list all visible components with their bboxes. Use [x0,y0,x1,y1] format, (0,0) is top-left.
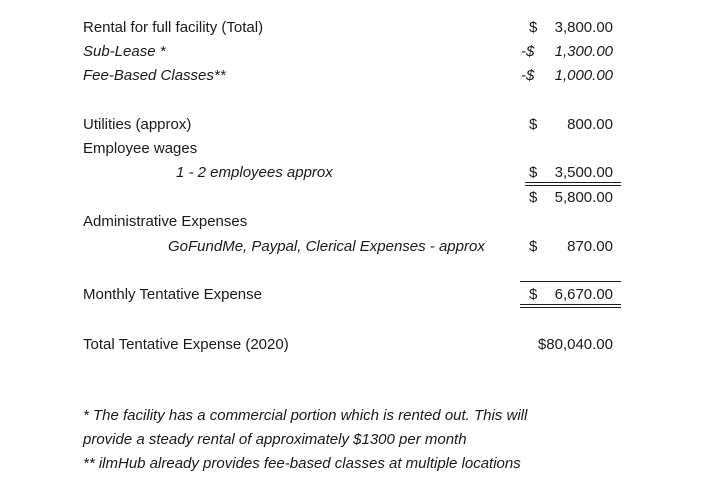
utilities-currency: $ [529,116,538,133]
underline-monthly-1 [520,304,621,305]
footnote-2: provide a steady rental of approximately $1300 per month [83,431,467,448]
subtotal-currency: $ [529,189,538,206]
rental-currency: $ [529,19,538,36]
rental-label: Rental for full facility (Total) [83,19,264,36]
monthly-currency: $ [529,286,538,303]
utilities-amount: 800.00 [567,116,613,133]
sublease-currency: -$ [521,43,535,60]
admin-header: Administrative Expenses [83,213,248,230]
admin-detail-amount: 870.00 [567,238,613,255]
line-above-monthly [520,281,621,282]
footnote-1: * The facility has a commercial portion which is rented out. This will [83,407,528,424]
rental-amount: 3,800.00 [554,19,613,36]
employees-label: 1 - 2 employees approx [176,164,333,181]
underline-monthly-2 [520,307,621,308]
utilities-label: Utilities (approx) [83,116,192,133]
employees-currency: $ [529,164,538,181]
underline-employees-1 [525,182,621,183]
underline-employees-2 [525,185,621,186]
monthly-amount: 6,670.00 [554,286,613,303]
footnote-3: ** ilmHub already provides fee-based classes at multiple locations [83,455,521,472]
sublease-amount: 1,300.00 [554,43,613,60]
fee-classes-label: Fee-Based Classes** [83,67,226,84]
subtotal-amount: 5,800.00 [554,189,613,206]
wages-header: Employee wages [83,140,198,157]
total-value: $80,040.00 [537,336,613,353]
total-label: Total Tentative Expense (2020) [83,336,289,353]
sublease-label: Sub-Lease * [83,43,166,60]
monthly-label: Monthly Tentative Expense [83,286,262,303]
admin-detail-label: GoFundMe, Paypal, Clerical Expenses - approx [168,238,485,255]
employees-amount: 3,500.00 [554,164,613,181]
fee-classes-currency: -$ [521,67,535,84]
fee-classes-amount: 1,000.00 [554,67,613,84]
admin-detail-currency: $ [529,238,538,255]
